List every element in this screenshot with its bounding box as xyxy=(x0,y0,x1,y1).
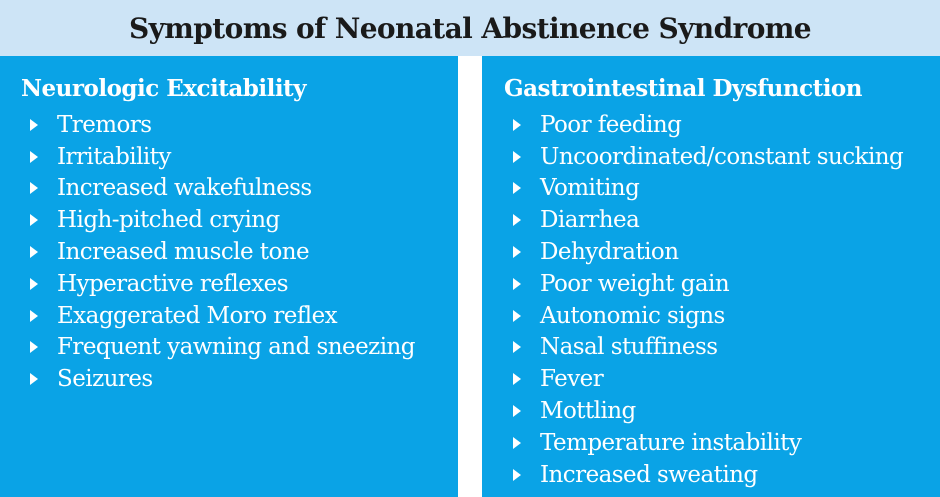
list-item-text: Autonomic signs xyxy=(540,302,725,329)
list-item-text: Increased sweating xyxy=(540,461,758,488)
triangle-bullet-icon xyxy=(30,341,38,353)
title-banner xyxy=(0,0,940,56)
triangle-bullet-icon xyxy=(30,182,38,194)
gastrointestinal-list xyxy=(504,109,940,491)
list-item-text: Tremors xyxy=(57,111,152,138)
triangle-bullet-icon xyxy=(513,151,521,163)
list-item xyxy=(504,204,940,236)
list-item-text: Irritability xyxy=(57,143,171,170)
list-item-text: Uncoordinated/constant sucking xyxy=(540,143,904,170)
list-item xyxy=(21,204,458,236)
triangle-bullet-icon xyxy=(513,405,521,417)
triangle-bullet-icon xyxy=(513,437,521,449)
list-item xyxy=(21,268,458,300)
list-item-text: Exaggerated Moro reflex xyxy=(57,302,338,329)
neurologic-panel xyxy=(0,56,458,497)
gastrointestinal-heading: Gastrointestinal Dysfunction xyxy=(504,75,862,102)
list-item-text: Vomiting xyxy=(540,175,640,202)
triangle-bullet-icon xyxy=(513,341,521,353)
page-title: Symptoms of Neonatal Abstinence Syndrome xyxy=(128,11,812,45)
list-item xyxy=(504,363,940,395)
list-item-text: Fever xyxy=(540,366,604,393)
list-item xyxy=(504,173,940,205)
list-item-text: Temperature instability xyxy=(540,429,802,456)
list-item xyxy=(504,236,940,268)
list-item-text: Nasal stuffiness xyxy=(540,334,718,361)
triangle-bullet-icon xyxy=(30,119,38,131)
list-item-text: Increased wakefulness xyxy=(57,175,312,202)
list-item xyxy=(504,395,940,427)
list-item-text: Diarrhea xyxy=(540,207,640,234)
list-item-text: High-pitched crying xyxy=(57,207,280,234)
list-item xyxy=(21,332,458,364)
triangle-bullet-icon xyxy=(30,151,38,163)
list-item xyxy=(21,300,458,332)
triangle-bullet-icon xyxy=(513,182,521,194)
gastrointestinal-panel xyxy=(482,56,940,497)
neurologic-list xyxy=(21,109,458,395)
list-item-text: Frequent yawning and sneezing xyxy=(57,334,415,361)
list-item xyxy=(504,141,940,173)
list-item-text: Seizures xyxy=(57,366,153,393)
triangle-bullet-icon xyxy=(30,246,38,258)
list-item xyxy=(21,109,458,141)
list-item xyxy=(504,459,940,491)
list-item xyxy=(21,173,458,205)
list-item-text: Mottling xyxy=(540,398,636,425)
list-item xyxy=(21,141,458,173)
triangle-bullet-icon xyxy=(30,310,38,322)
list-item xyxy=(504,427,940,459)
list-item xyxy=(504,268,940,300)
triangle-bullet-icon xyxy=(30,278,38,290)
list-item xyxy=(504,300,940,332)
list-item-text: Poor feeding xyxy=(540,111,682,138)
triangle-bullet-icon xyxy=(30,373,38,385)
triangle-bullet-icon xyxy=(513,119,521,131)
neurologic-heading: Neurologic Excitability xyxy=(21,75,307,102)
triangle-bullet-icon xyxy=(513,214,521,226)
list-item xyxy=(504,109,940,141)
triangle-bullet-icon xyxy=(513,246,521,258)
list-item xyxy=(504,332,940,364)
list-item-text: Hyperactive reflexes xyxy=(57,270,288,297)
list-item-text: Poor weight gain xyxy=(540,270,730,297)
triangle-bullet-icon xyxy=(513,278,521,290)
list-item-text: Increased muscle tone xyxy=(57,239,310,266)
triangle-bullet-icon xyxy=(513,469,521,481)
triangle-bullet-icon xyxy=(30,214,38,226)
list-item-text: Dehydration xyxy=(540,239,679,266)
triangle-bullet-icon xyxy=(513,373,521,385)
list-item xyxy=(21,363,458,395)
list-item xyxy=(21,236,458,268)
triangle-bullet-icon xyxy=(513,310,521,322)
